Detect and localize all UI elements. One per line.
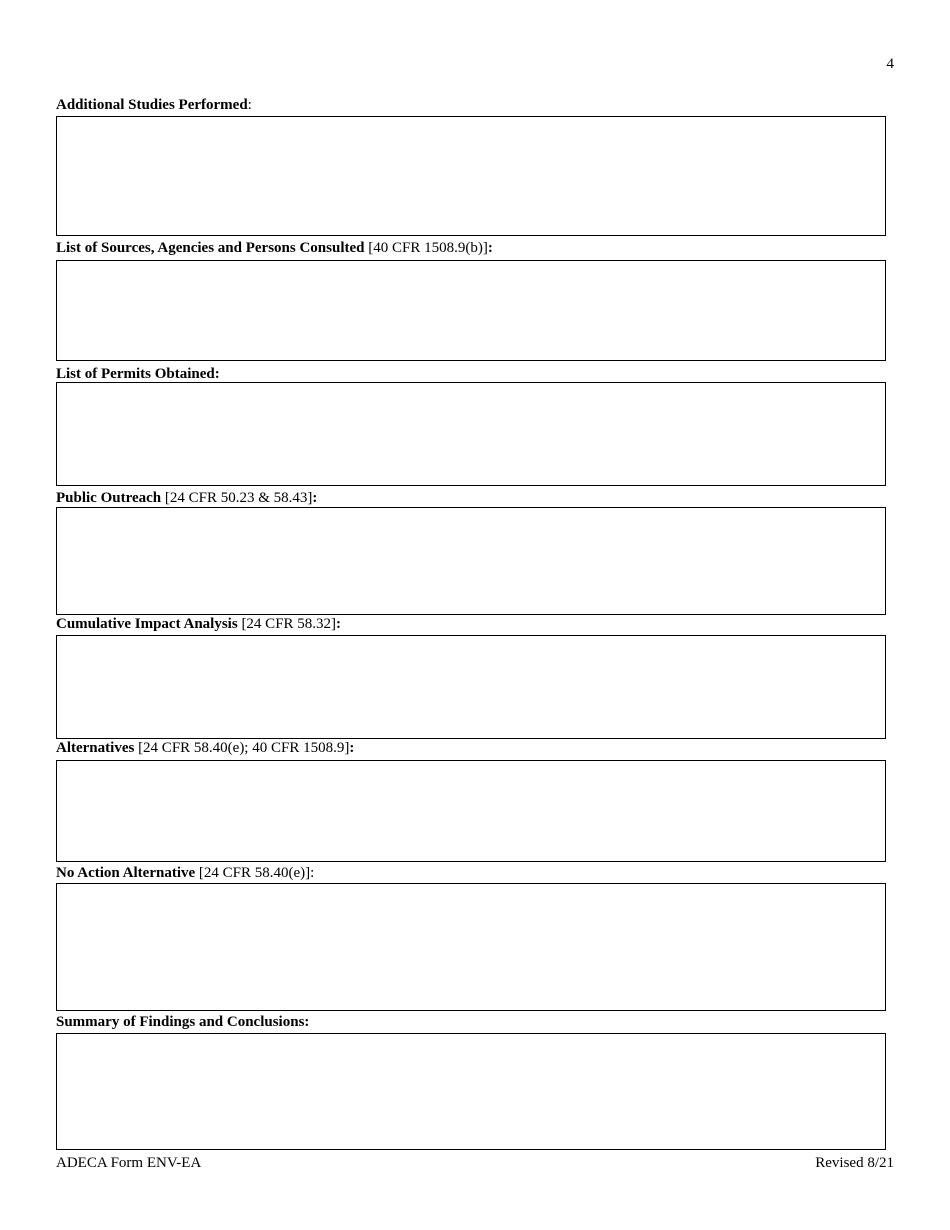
section-title: List of Sources, Agencies and Persons Consulted	[56, 240, 365, 256]
public-outreach-field[interactable]	[56, 507, 886, 615]
section-label-sources-consulted	[56, 239, 493, 257]
section-citation: [24 CFR 58.40(e); 40 CFR 1508.9]	[134, 740, 350, 756]
summary-findings-field[interactable]	[56, 1033, 886, 1150]
section-suffix: :	[487, 240, 493, 256]
section-label-no-action-alternative	[56, 864, 314, 882]
section-title: Cumulative Impact Analysis	[56, 616, 238, 632]
alternatives-field[interactable]	[56, 760, 886, 862]
additional-studies-field[interactable]	[56, 116, 886, 236]
section-title: Public Outreach	[56, 490, 162, 506]
section-label-additional-studies	[56, 96, 252, 114]
page-number: 4	[886, 56, 894, 72]
section-suffix: :	[336, 616, 342, 632]
cumulative-impact-field[interactable]	[56, 635, 886, 739]
section-citation: [24 CFR 50.23 & 58.43]	[161, 490, 313, 506]
section-label-public-outreach	[56, 489, 317, 507]
section-title: No Action Alternative	[56, 865, 196, 881]
section-suffix: :	[349, 740, 355, 756]
section-suffix: :	[310, 865, 315, 881]
section-suffix: :	[247, 97, 252, 113]
section-label-alternatives	[56, 739, 354, 757]
section-citation: [40 CFR 1508.9(b)]	[364, 240, 488, 256]
section-title: List of Permits Obtained:	[56, 366, 220, 382]
section-citation: [24 CFR 58.32]	[237, 616, 337, 632]
section-label-cumulative-impact	[56, 615, 341, 633]
section-title: Alternatives	[56, 740, 135, 756]
no-action-alternative-field[interactable]	[56, 883, 886, 1011]
section-label-summary-findings	[56, 1013, 309, 1031]
section-citation: [24 CFR 58.40(e)]	[195, 865, 311, 881]
footer-revision: Revised 8/21	[815, 1155, 894, 1171]
footer-form-name: ADECA Form ENV-EA	[56, 1155, 202, 1171]
section-suffix: :	[312, 490, 318, 506]
section-label-permits-obtained	[56, 365, 220, 383]
section-title: Summary of Findings and Conclusions:	[56, 1014, 310, 1030]
sources-consulted-field[interactable]	[56, 260, 886, 361]
permits-obtained-field[interactable]	[56, 382, 886, 486]
section-title: Additional Studies Performed	[56, 97, 248, 113]
